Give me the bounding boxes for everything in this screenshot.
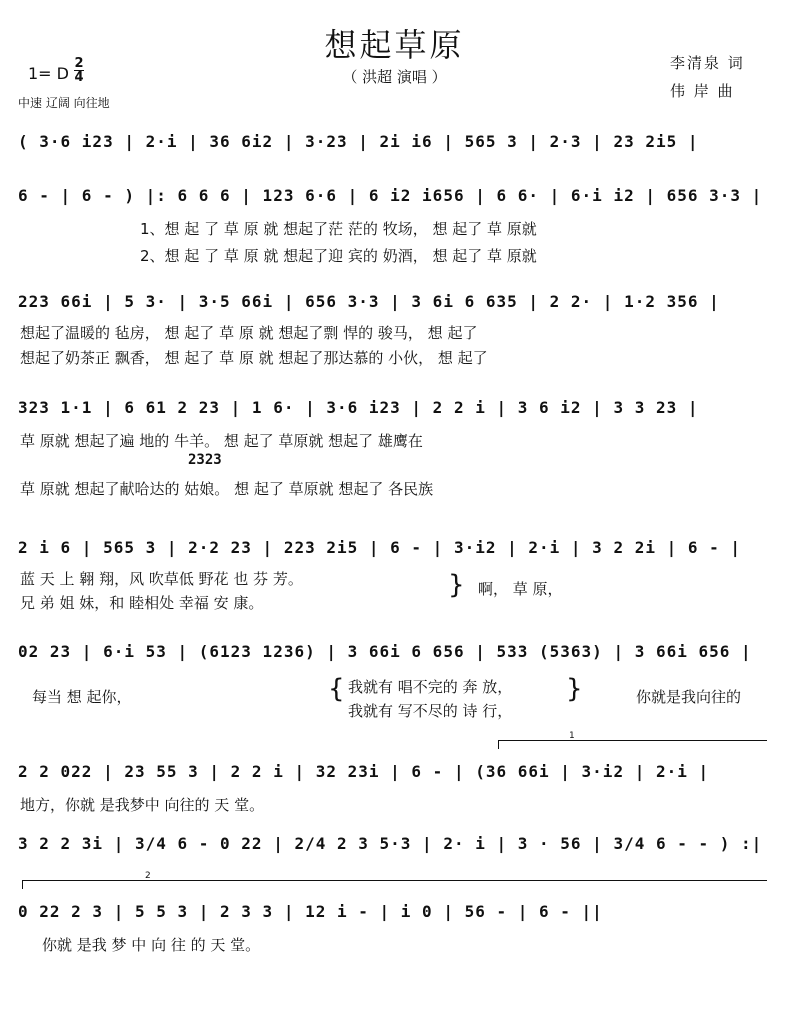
- staff-line-7: 2 2 022 | 23 55 3 | 2 2 i | 32 23i | 6 - | (36 66i | 3·i2 | 2·i |: [18, 762, 710, 781]
- variant-notes: 2323: [188, 452, 222, 468]
- lyric-v2-line1: 2、想 起 了 草 原 就 想起了迎 宾的 奶酒， 想 起了 草 原就: [140, 247, 537, 265]
- lyric-v1-line3: 草 原就 想起了遍 地的 牛羊。 想 起了 草原就 想起了 雄鹰在: [20, 432, 423, 450]
- meter-top: 2: [74, 56, 84, 71]
- brace-right-2: }: [566, 674, 583, 704]
- lyric-line5b2: 我就有 写不尽的 诗 行，: [348, 702, 513, 720]
- lyric-line5b1: 我就有 唱不完的 奔 放，: [348, 678, 513, 696]
- song-title: 想起草原: [324, 26, 465, 64]
- lyric-v2-line2: 想起了奶茶正 飘香， 想 起了 草 原 就 想起了那达慕的 小伙， 想 起了: [20, 349, 488, 367]
- lyric-v2-line4: 兄 弟 姐 妹，和 睦相处 幸福 安 康。: [20, 594, 264, 612]
- lyric-v1-line2: 想起了温暖的 毡房， 想 起了 草 原 就 想起了剽 悍的 骏马， 想 起了: [20, 324, 478, 342]
- lyric-v1-line4: 蓝 天 上 翱 翔，风 吹草低 野花 也 芬 芳。: [20, 570, 303, 588]
- staff-line-8: 3 2 2 3i | 3/4 6 - 0 22 | 2/4 2 3 5·3 | 2· i | 3 · 56 | 3/4 6 - - ) :|: [18, 834, 763, 853]
- staff-line-4: 323 1·1 | 6 61 2 23 | 1 6· | 3·6 i23 | 2 2 i | 3 6 i2 | 3 3 23 |: [18, 398, 699, 417]
- composer: 伟 岸 曲: [670, 82, 735, 100]
- lyric-line6: 地方，你就 是我梦中 向往的 天 堂。: [20, 796, 265, 814]
- second-ending-bracket: [22, 871, 767, 889]
- lyric-v1-line1: 1、想 起 了 草 原 就 想起了茫 茫的 牧场， 想 起了 草 原就: [140, 220, 537, 238]
- staff-line-9: 0 22 2 3 | 5 5 3 | 2 3 3 | 12 i - | i 0 | 56 - | 6 - ||: [18, 902, 603, 921]
- staff-line-3: 223 66i | 5 3· | 3·5 66i | 656 3·3 | 3 6i 6 635 | 2 2· | 1·2 356 |: [18, 292, 720, 311]
- refrain-lyric: 啊， 草 原，: [478, 580, 563, 598]
- lyric-v2-line3: 草 原就 想起了献哈达的 姑娘。 想 起了 草原就 想起了 各民族: [20, 480, 434, 498]
- staff-line-2: 6 - | 6 - ) |: 6 6 6 | 123 6·6 | 6 i2 i656 | 6 6· | 6·i i2 | 656 3·3 |: [18, 186, 763, 205]
- meter-bottom: 4: [74, 70, 84, 85]
- first-ending-number: 1: [569, 731, 575, 741]
- brace-left: {: [328, 674, 345, 704]
- lyric-line5c: 你就是我向往的: [636, 688, 742, 706]
- tempo-marking: 中速 辽阔 向往地: [18, 96, 110, 110]
- brace-right: }: [448, 570, 465, 600]
- lyric-line5a: 每当 想 起你，: [32, 688, 132, 706]
- staff-line-5: 2 i 6 | 565 3 | 2·2 23 | 223 2i5 | 6 - | 3·i2 | 2·i | 3 2 2i | 6 - |: [18, 538, 742, 557]
- lyricist: 李清泉 词: [670, 54, 745, 72]
- first-ending-bracket: [498, 731, 767, 749]
- second-ending-number: 2: [145, 871, 151, 881]
- staff-line-1: ( 3·6 i23 | 2·i | 36 6i2 | 3·23 | 2i i6 | 565 3 | 2·3 | 23 2i5 |: [18, 132, 699, 151]
- key-signature: 1= D: [28, 64, 69, 83]
- performer: （ 洪超 演唱 ）: [342, 68, 447, 86]
- time-signature: [74, 57, 84, 84]
- staff-line-6: 02 23 | 6·i 53 | (6123 1236) | 3 66i 6 656 | 533 (5363) | 3 66i 656 |: [18, 642, 752, 661]
- lyric-line7: 你就 是我 梦 中 向 往 的 天 堂。: [42, 936, 261, 954]
